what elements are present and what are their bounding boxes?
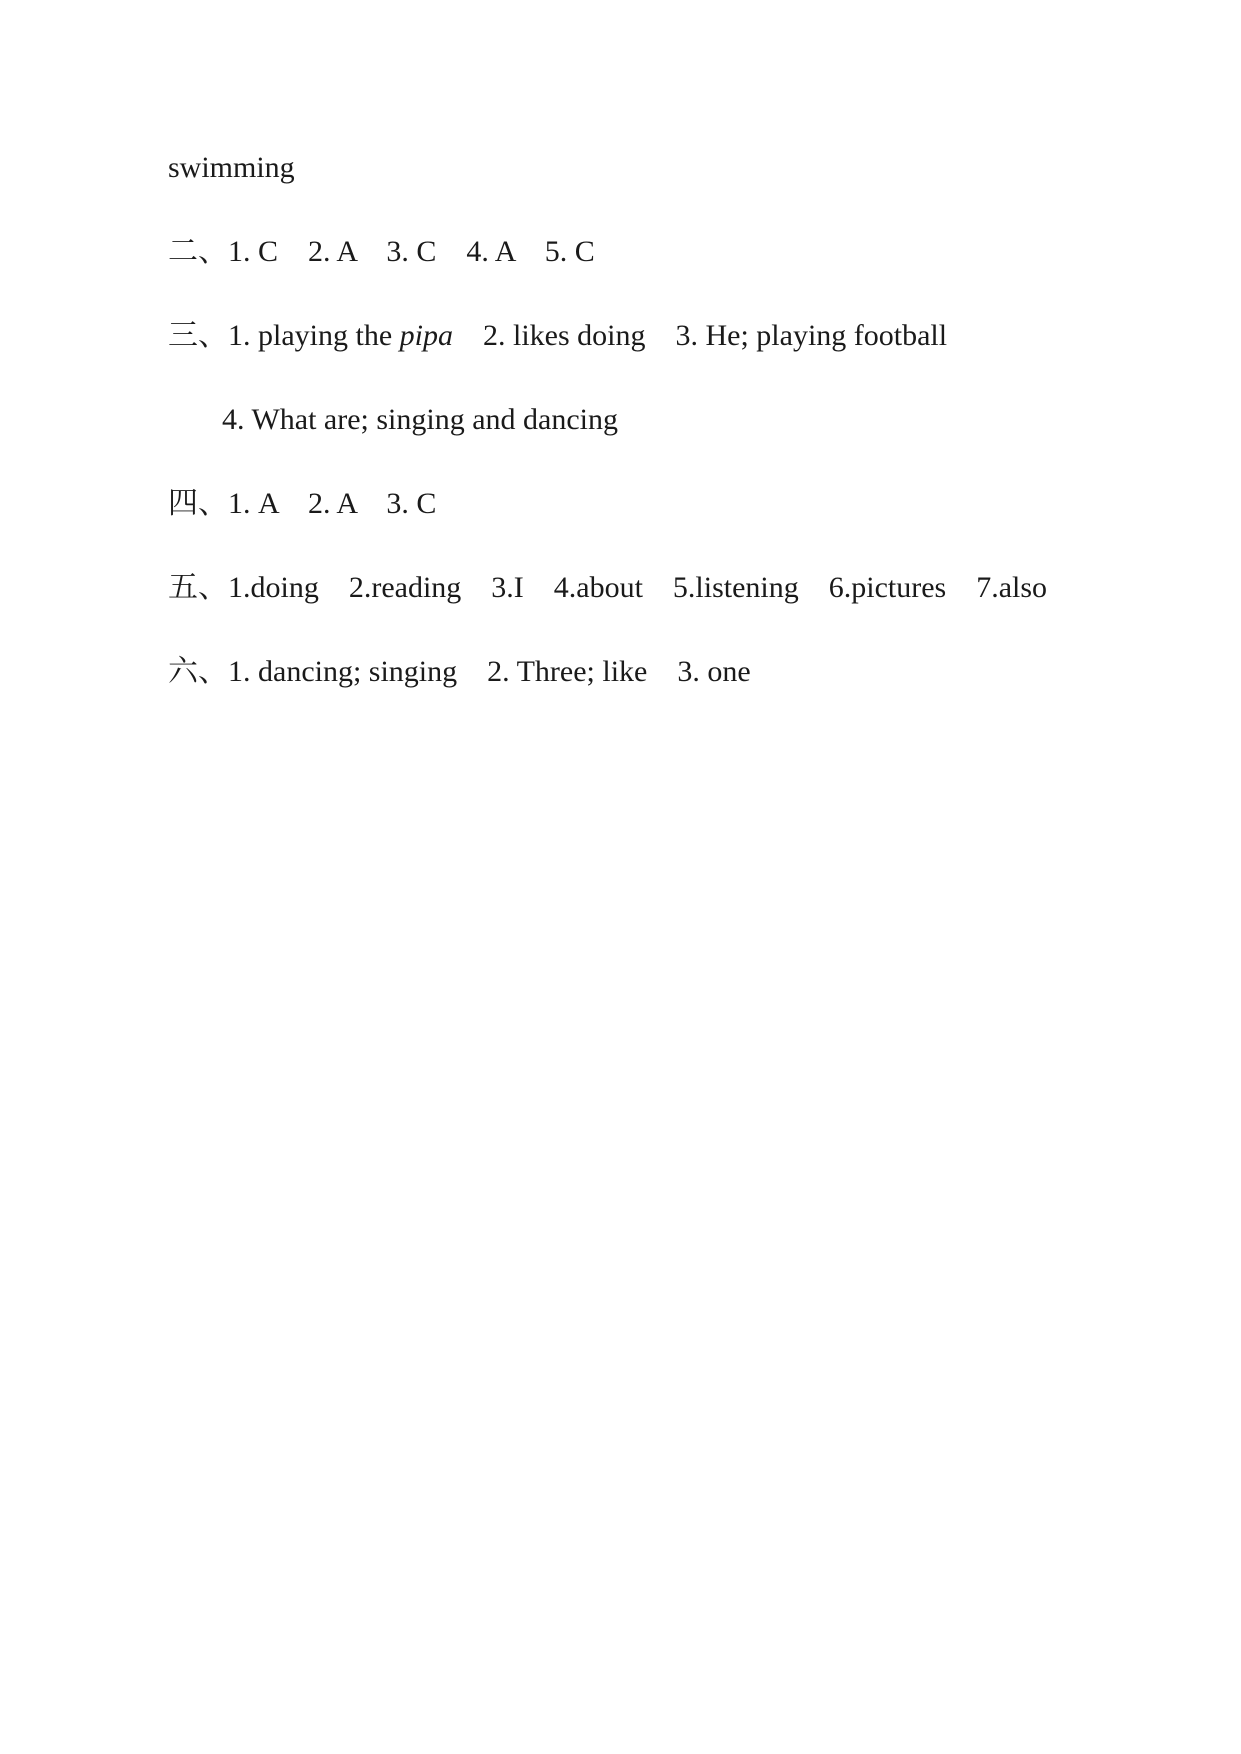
answer-line-section-3-continued: 4. What are; singing and dancing — [222, 403, 619, 436]
answer-line-section-6: 六、1. dancing; singing 2. Three; like 3. one — [168, 655, 751, 688]
answer-line-section-5: 五、1.doing 2.reading 3.I 4.about 5.listening 6.pictures 7.also — [168, 571, 1048, 604]
answer-key-content — [168, 126, 1161, 714]
answer-line-section-4: 四、1. A 2. A 3. C — [168, 487, 437, 520]
section-3-text-after-italic: 2. likes doing 3. He; playing football — [452, 319, 948, 352]
answer-line-section-3 — [168, 294, 1161, 378]
italic-word-pipa: pipa — [399, 319, 453, 352]
section-3-text-before-italic: 三、1. playing the — [168, 319, 400, 352]
answer-line-swimming: swimming — [168, 151, 295, 184]
answer-line-section-2: 二、1. C 2. A 3. C 4. A 5. C — [168, 235, 595, 268]
